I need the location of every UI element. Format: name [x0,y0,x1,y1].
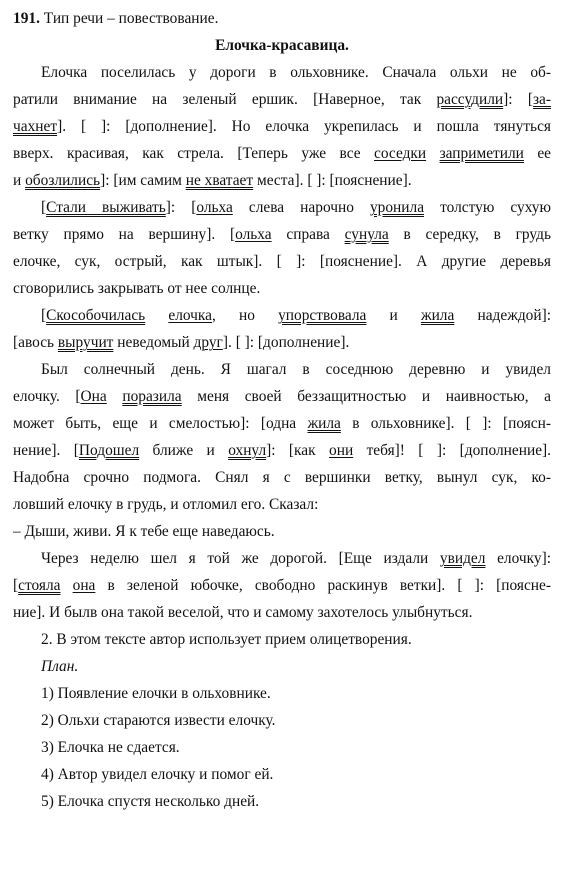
predicate-word: Скособочилась [46,307,146,324]
text-segment: Елочка поселилась у дороги в ольховнике. Сначала ольхи не об- [41,64,551,81]
text-segment: ]. [ ]: [дополнение]. [222,334,350,351]
predicate-word: жила [307,415,341,432]
text-segment: неведомый [113,334,194,351]
plan-item: 4) Автор увидел елочку и помог ей. [41,766,274,783]
story-text [13,59,551,653]
text-segment: 2. В этом тексте автор использует прием олицетворения. [41,631,412,648]
text-segment: ближе и [139,442,229,459]
predicate-word: Стали выживать [46,199,166,216]
text-segment: [ [13,577,19,594]
task-number: 191. [13,10,40,27]
text-segment [426,145,439,162]
text-line [13,302,551,329]
text-segment: тебя]! [ ]: [дополнение]. [353,442,551,459]
text-segment [107,388,123,405]
text-segment: сговорились закрывать от нее солнце. [13,280,261,297]
text-line [13,140,551,167]
predicate-word: рассудили [436,91,504,108]
predicate-word: не хватает [185,172,254,189]
predicate-word: за- [532,91,551,108]
text-line [13,383,551,410]
story-title: Елочка-красавица. [215,37,349,54]
predicate-word: обозлились [25,172,101,189]
text-segment: в ольховнике]. [ ]: [поясн- [340,415,551,432]
subject-word: соседки [374,145,427,162]
text-line [13,464,551,491]
text-segment: меня своей беззащитностью и наивностью, а [181,388,551,405]
predicate-word: выручит [57,334,114,351]
text-segment: и [366,307,421,324]
text-segment: елочке, сук, острый, как штык]. [ ]: [пояснение]. А другие деревья [13,253,551,270]
text-segment: – Дыши, живи. Я к тебе еще наведаюсь. [13,523,275,540]
text-segment [145,307,168,324]
text-line [13,491,551,518]
subject-word: ольха [196,199,233,216]
text-segment: может быть, еще и смелостью]: [одна [13,415,308,432]
subject-word: она [72,577,96,594]
plan-item: 5) Елочка спустя несколько дней. [41,793,260,810]
predicate-word: охнул [228,442,267,459]
text-line [13,626,551,653]
plan-label: План. [41,658,79,675]
text-line [13,329,551,356]
plan-list [13,680,551,815]
text-segment: в середку, в грудь [388,226,551,243]
text-segment: елочку. [ [13,388,81,405]
text-segment: , но [211,307,279,324]
text-line [13,59,551,86]
text-segment: [ [41,307,47,324]
text-segment: нение]. [ [13,442,79,459]
predicate-word: сунула [344,226,389,243]
text-line [13,518,551,545]
text-segment: и [13,172,26,189]
text-segment: ]. [ ]: [дополнение]. Но елочка укрепилась и пошла тянуться [57,118,551,135]
text-segment: справа [271,226,345,243]
predicate-word: упорствовала [278,307,367,324]
text-segment: ветку прямо на вершину]. [ [13,226,236,243]
task-title: Тип речи – повествование. [43,10,219,27]
subject-word: они [329,442,354,459]
text-segment: Был солнечный день. Я шагал в соседнюю деревню и увидел [41,361,551,378]
text-line [13,248,551,275]
text-line [13,275,551,302]
plan-item: 3) Елочка не сдается. [41,739,180,756]
text-segment: слева нарочно [232,199,370,216]
predicate-word: жила [420,307,455,324]
text-segment: Через неделю шел я той же дорогой. [Еще издали [41,550,440,567]
text-segment: елочку]: [485,550,551,567]
text-segment: ]: [ [503,91,533,108]
plan-item: 2) Ольхи стараются извести елочку. [41,712,276,729]
text-line [13,194,551,221]
text-segment: места]. [ ]: [пояснение]. [253,172,412,189]
predicate-word: увидел [439,550,486,567]
text-segment: вверх. красивая, как стрела. [Теперь уже все [13,145,375,162]
predicate-word: Подошел [78,442,140,459]
text-segment: надеждой]: [454,307,551,324]
text-segment: ние]. И былв она такой веселой, что и самому захотелось улыбнуться. [13,604,473,621]
text-line [13,599,551,626]
text-line [13,221,551,248]
subject-word: друг [193,334,223,351]
subject-word: ольха [235,226,272,243]
predicate-word: чахнет [13,118,58,135]
text-segment: ее [523,145,551,162]
predicate-word: уронила [369,199,425,216]
text-line [13,437,551,464]
text-line [13,113,551,140]
text-line [13,356,551,383]
text-segment: [авось [13,334,58,351]
plan-item: 1) Появление елочки в ольховнике. [41,685,271,702]
text-line [13,545,551,572]
predicate-word: заприметили [439,145,524,162]
text-segment: [ [41,199,47,216]
predicate-word: поразила [122,388,182,405]
predicate-word: стояла [18,577,61,594]
text-segment: ловший елочку в грудь, и отломил его. Сказал: [13,496,319,513]
subject-word: елочка [168,307,212,324]
text-segment: ]: [как [266,442,330,459]
text-segment: ратили внимание на зеленый ершик. [Наверное, так [13,91,437,108]
task-header [13,5,551,32]
text-line [13,572,551,599]
text-segment: ]: [им самим [100,172,186,189]
text-segment: толстую сухую [424,199,551,216]
text-segment: Надобна срочно подмога. Снял я с вершинки ветку, вынул сук, ко- [13,469,551,486]
subject-word: Она [80,388,107,405]
text-segment: ]: [ [165,199,197,216]
text-line [13,167,551,194]
text-segment: в зеленой юбочке, свободно раскинув ветки]. [ ]: [поясне- [95,577,551,594]
text-line [13,410,551,437]
text-segment [61,577,73,594]
text-line [13,86,551,113]
